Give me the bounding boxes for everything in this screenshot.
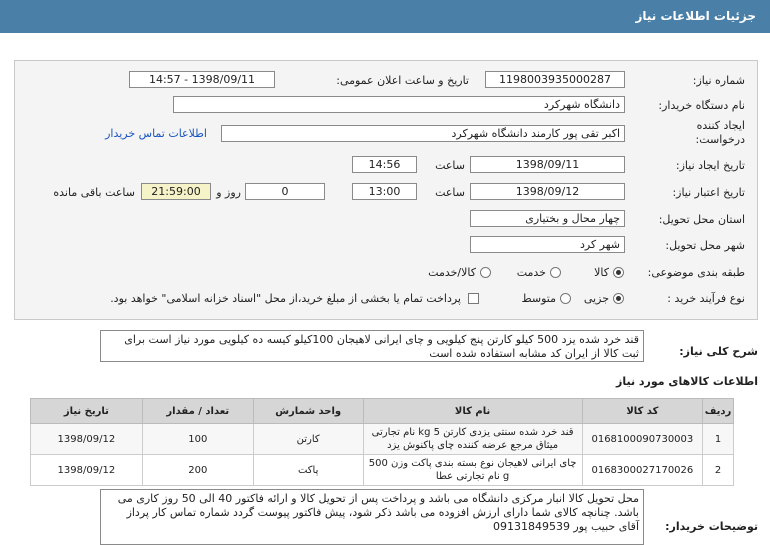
cell-qty: 200: [142, 455, 253, 486]
treasury-note: پرداخت تمام یا بخشی از مبلغ خرید،از محل "اسناد خزانه اسلامی" خواهد بود.: [110, 292, 461, 305]
treasury-checkbox[interactable]: [468, 293, 479, 304]
process-radio-medium[interactable]: [560, 293, 571, 304]
col-unit: واحد شمارش: [253, 399, 363, 424]
province-label: استان محل تحویل:: [658, 213, 745, 226]
process-option-medium: متوسط: [521, 292, 556, 305]
category-option-goods-service: کالا/خدمت: [428, 266, 476, 279]
cell-name: چای ایرانی لاهیجان نوع بسته بندی پاکت وزن 500 g نام تجارتی عطا: [363, 455, 582, 486]
category-radio-goods-service[interactable]: [480, 267, 491, 278]
province-field: چهار محال و بختیاری: [470, 210, 625, 227]
cell-name: قند خرد شده سنتی یزدی کارتن 5 kg نام تجارتی میثاق مرجع عرضه کننده چای پاکنوش یزد: [363, 424, 582, 455]
col-code: کد کالا: [582, 399, 702, 424]
announce-date-field: 1398/09/11 - 14:57: [129, 71, 275, 88]
items-table: [30, 398, 734, 486]
col-qty: تعداد / مقدار: [142, 399, 253, 424]
col-row: ردیف: [703, 399, 734, 424]
summary-text: قند خرد شده یزد 500 کیلو کارتن پنج کیلویی و چای ایرانی لاهیجان 100کیلو کیسه ده کیلویی مورد نیاز است برای ثبت کالا از ایران کد مشابه استفاده شده است: [100, 330, 644, 362]
process-radio-minor[interactable]: [613, 293, 624, 304]
create-time-label: ساعت: [435, 159, 465, 172]
days-label: روز و: [216, 186, 241, 199]
create-date-label: تاریخ ایجاد نیاز:: [675, 159, 745, 172]
category-option-goods: کالا: [594, 266, 609, 279]
remaining-time-field: 21:59:00: [141, 183, 211, 200]
need-number-field: 1198003935000287: [485, 71, 625, 88]
valid-time-field: 13:00: [352, 183, 417, 200]
announce-date-label: تاریخ و ساعت اعلان عمومی:: [336, 74, 469, 87]
category-radio-service[interactable]: [550, 267, 561, 278]
create-date-field: 1398/09/11: [470, 156, 625, 173]
need-info-panel: [14, 60, 758, 320]
buyer-label: نام دستگاه خریدار:: [658, 99, 745, 112]
cell-unit: کارتن: [253, 424, 363, 455]
cell-date: 1398/09/12: [31, 455, 143, 486]
process-option-minor: جزیی: [583, 292, 609, 305]
remaining-label: ساعت باقی مانده: [53, 186, 135, 199]
buyer-notes-label: توضیحات خریدار:: [665, 520, 758, 533]
valid-time-label: ساعت: [435, 186, 465, 199]
summary-label: شرح کلی نیاز:: [679, 345, 758, 358]
items-section-title: اطلاعات کالاهای مورد نیاز: [616, 375, 758, 388]
col-name: نام کالا: [363, 399, 582, 424]
process-label: نوع فرآیند خرید :: [667, 292, 745, 305]
create-time-field: 14:56: [352, 156, 417, 173]
valid-date-label: تاریخ اعتبار نیاز:: [672, 186, 745, 199]
creator-label-line2: درخواست:: [695, 133, 745, 146]
table-row: [31, 424, 734, 455]
cell-qty: 100: [142, 424, 253, 455]
buyer-contact-link[interactable]: اطلاعات تماس خریدار: [105, 127, 207, 140]
need-number-label: شماره نیاز:: [692, 74, 745, 87]
buyer-notes-text: محل تحویل کالا انبار مرکزی دانشگاه می باشد و پرداخت پس از تحویل کالا و ارائه فاکتور 40 الی 50 روز کاری می باشد. چنانچه کالای شما دارای ارزش افزوده می باشد ذکر شود، پیش فاکتور پیوست گردد شماره تماس کار پرداز آقای حبیب پور 09131849539: [100, 489, 644, 545]
cell-unit: پاکت: [253, 455, 363, 486]
col-date: تاریخ نیاز: [31, 399, 143, 424]
items-header-row: [31, 399, 734, 424]
cell-date: 1398/09/12: [31, 424, 143, 455]
table-row: [31, 455, 734, 486]
page-header: [0, 0, 770, 33]
cell-code: 0168300027170026: [582, 455, 702, 486]
cell-row: 1: [703, 424, 734, 455]
city-label: شهر محل تحویل:: [665, 239, 745, 252]
category-option-service: خدمت: [516, 266, 546, 279]
category-radio-goods[interactable]: [613, 267, 624, 278]
creator-label-line1: ایجاد کننده: [696, 119, 745, 132]
city-field: شهر کرد: [470, 236, 625, 253]
category-label: طبقه بندی موضوعی:: [647, 266, 745, 279]
creator-field: اکبر تقی پور کارمند دانشگاه شهرکرد: [221, 125, 625, 142]
cell-code: 0168100090730003: [582, 424, 702, 455]
buyer-field: دانشگاه شهرکرد: [173, 96, 625, 113]
page-title: جزئیات اطلاعات نیاز: [635, 9, 756, 23]
valid-date-field: 1398/09/12: [470, 183, 625, 200]
remaining-days-field: 0: [245, 183, 325, 200]
cell-row: 2: [703, 455, 734, 486]
